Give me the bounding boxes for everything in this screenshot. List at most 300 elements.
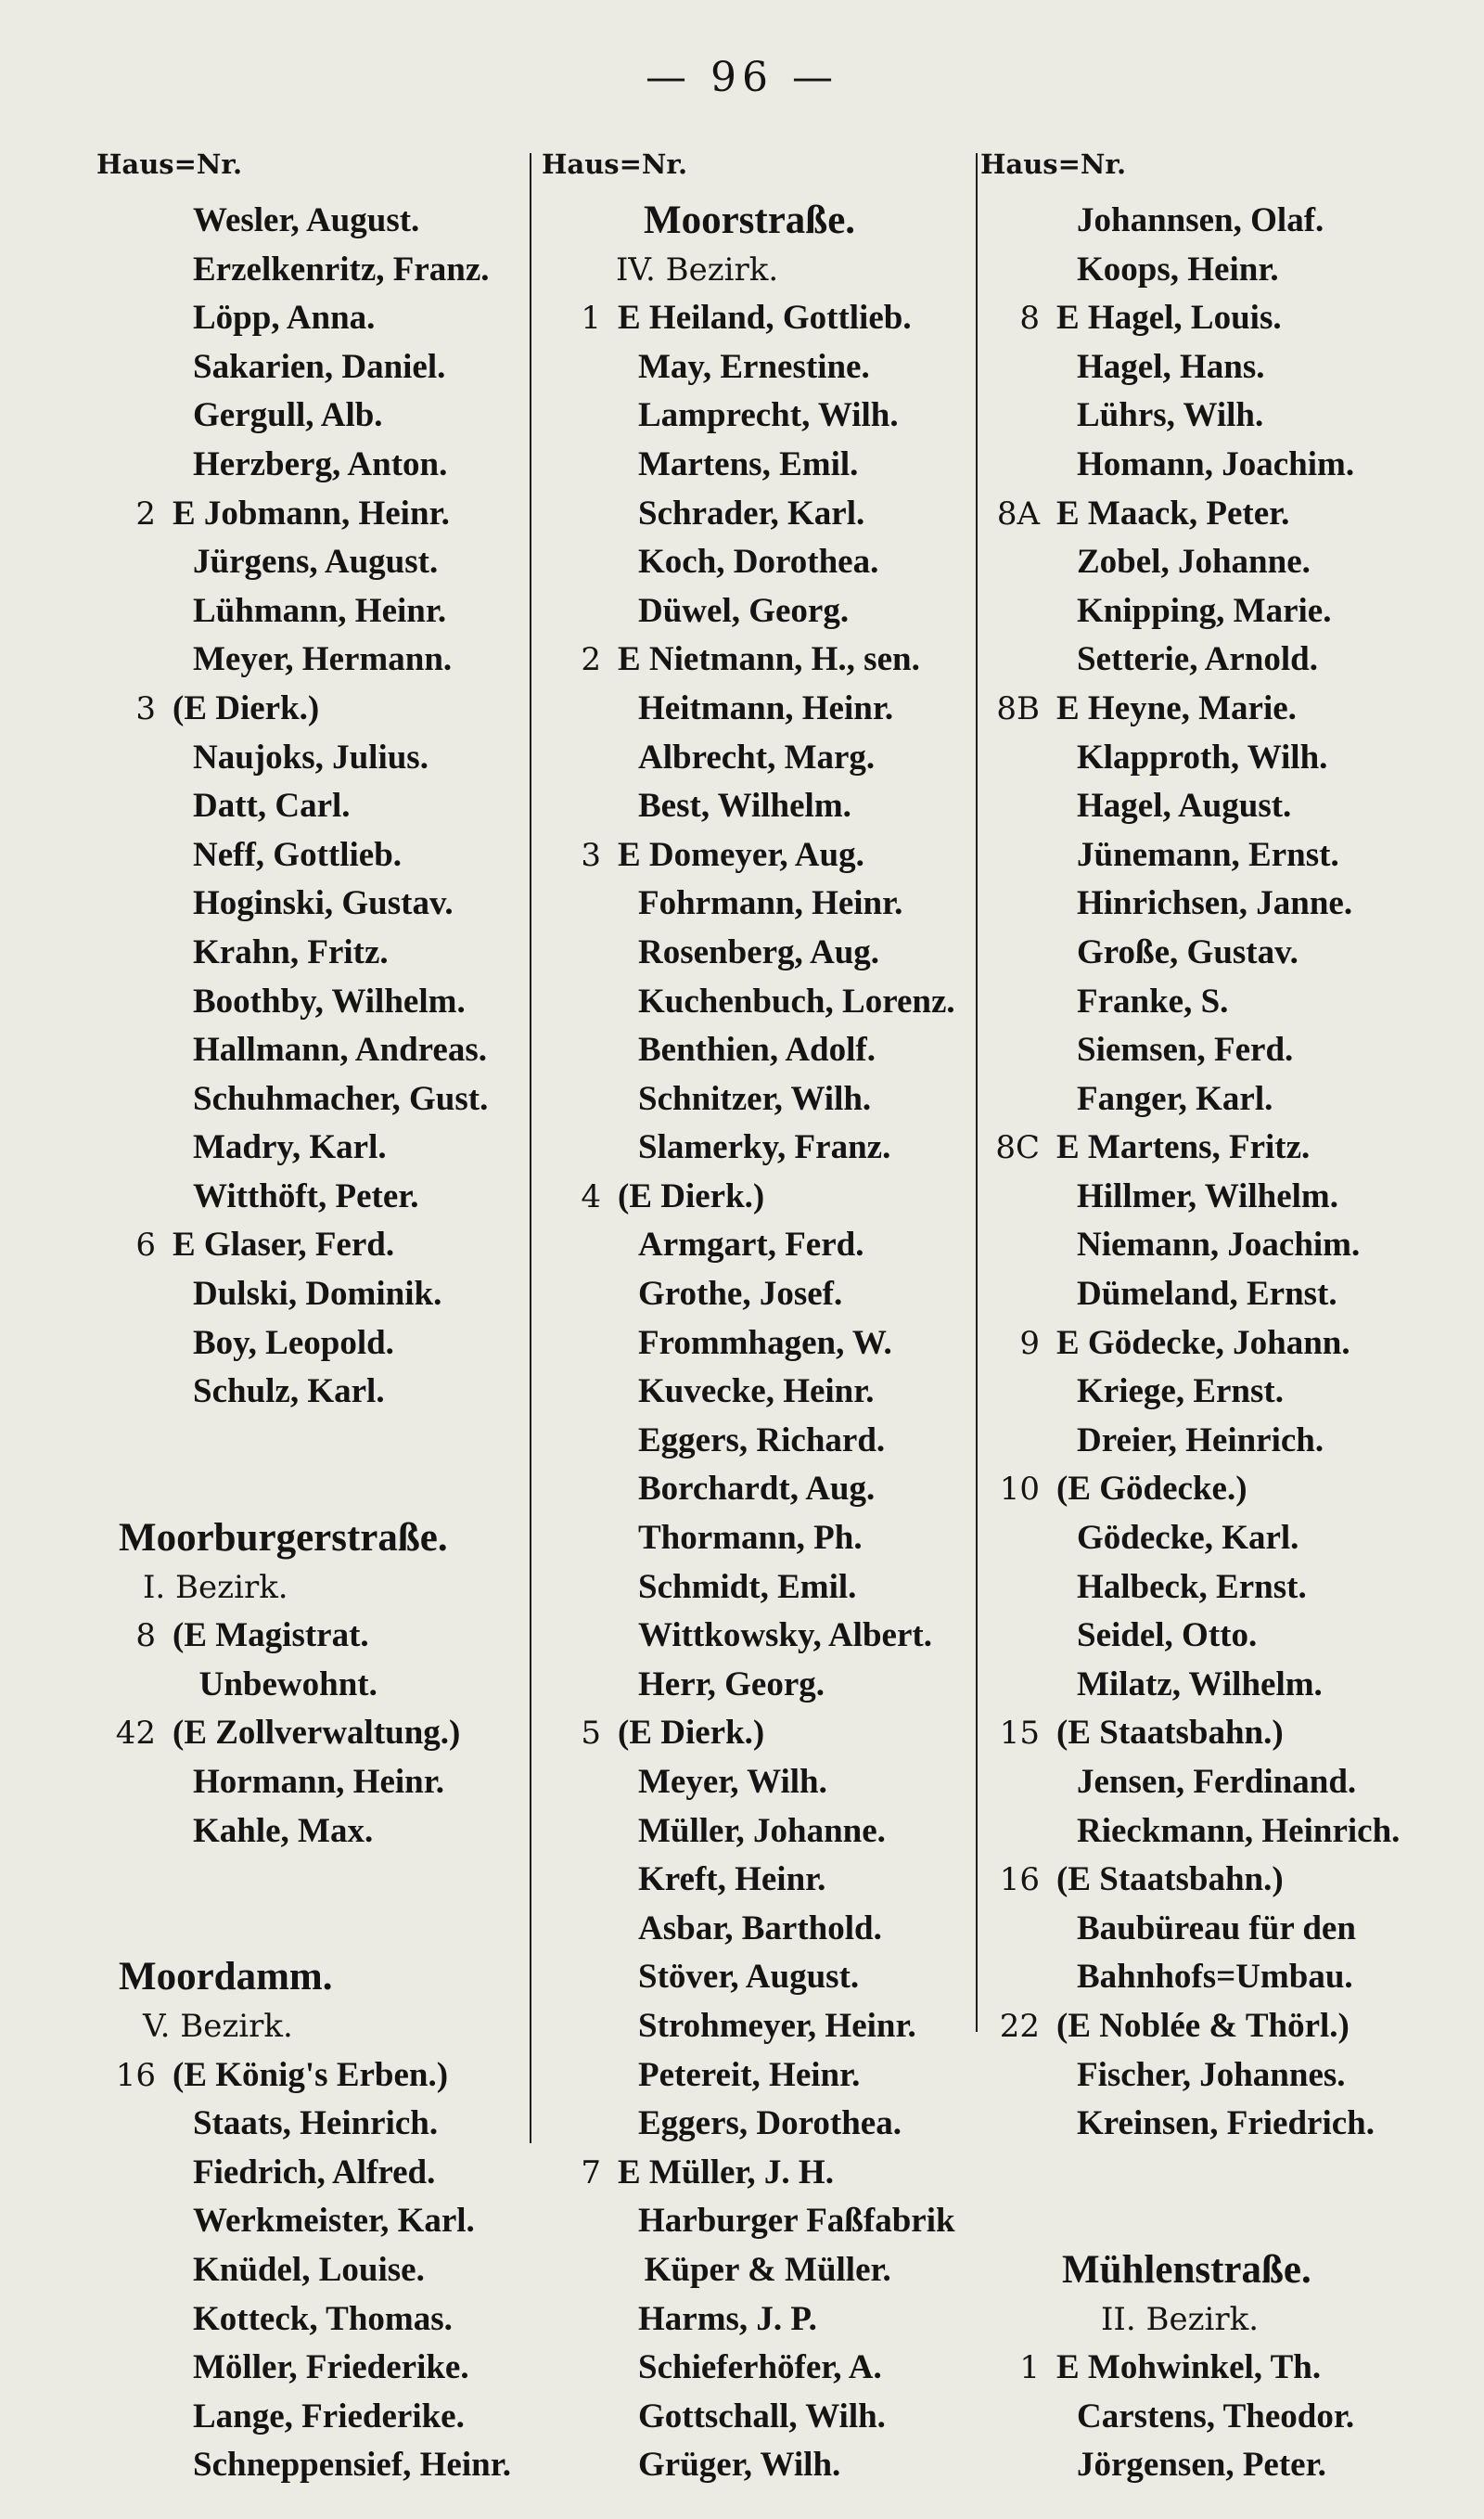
column-divider — [976, 153, 978, 2032]
directory-entry — [96, 782, 525, 831]
resident-name: Boothby, Wilhelm. — [193, 982, 466, 1021]
directory-entry — [542, 2295, 968, 2345]
district-label — [980, 2295, 1463, 2345]
resident-name: Asbar, Barthold. — [638, 1909, 882, 1947]
resident-name: E Glaser, Ferd. — [173, 1226, 395, 1265]
resident-name: (E Dierk.) — [173, 688, 320, 727]
resident-name: Frommhagen, W. — [638, 1323, 892, 1362]
directory-entry — [96, 1368, 525, 1417]
directory-entry — [542, 1417, 968, 1466]
resident-name: Milatz, Wilhelm. — [1077, 1664, 1323, 1703]
resident-name: Hallmann, Andreas. — [193, 1031, 487, 1070]
directory-entry — [980, 343, 1463, 392]
house-number: 8A — [996, 495, 1040, 533]
directory-entry — [96, 2344, 525, 2393]
resident-name: Jensen, Ferdinand. — [1077, 1763, 1357, 1801]
house-number: 42 — [115, 1715, 156, 1753]
column-divider — [530, 153, 531, 2143]
resident-name: Hoginski, Gustav. — [193, 884, 454, 923]
resident-name: E Mohwinkel, Th. — [1056, 2348, 1322, 2387]
directory-entry — [542, 782, 968, 831]
house-number: 10 — [999, 1471, 1040, 1509]
directory-entry — [96, 1758, 525, 1807]
resident-name: Löpp, Anna. — [193, 299, 376, 338]
directory-entry — [96, 734, 525, 783]
resident-name: Neff, Gottlieb. — [193, 835, 403, 874]
house-number: 5 — [581, 1715, 601, 1753]
directory-entry — [96, 978, 525, 1027]
resident-name: Homann, Joachim. — [1077, 444, 1355, 483]
resident-name: (E Dierk.) — [618, 1714, 765, 1753]
directory-entry — [542, 1026, 968, 1075]
directory-entry — [96, 1319, 525, 1369]
resident-name: Sakarien, Daniel. — [193, 347, 446, 386]
resident-name: Madry, Karl. — [193, 1128, 387, 1167]
house-number: 8 — [1019, 300, 1040, 338]
resident-name: Jörgensen, Peter. — [1077, 2446, 1326, 2485]
directory-entry — [980, 197, 1463, 246]
directory-entry — [96, 343, 525, 392]
directory-entry — [542, 2002, 968, 2051]
resident-name: Franke, S. — [1077, 982, 1229, 1021]
directory-entry — [542, 2246, 968, 2295]
house-number: 6 — [135, 1227, 156, 1265]
resident-name: Zobel, Johanne. — [1077, 543, 1311, 582]
directory-entry — [980, 538, 1463, 587]
resident-name: (E Magistrat. — [173, 1616, 369, 1655]
resident-name: Seidel, Otto. — [1077, 1616, 1258, 1655]
directory-entry — [980, 1856, 1463, 1905]
directory-entry — [980, 294, 1463, 343]
resident-name: Krahn, Fritz. — [193, 932, 389, 971]
spacer — [96, 1856, 525, 1905]
resident-name: Küper & Müller. — [644, 2250, 891, 2289]
directory-entry — [542, 636, 968, 685]
resident-name: Fiedrich, Alfred. — [193, 2153, 436, 2191]
resident-name: Witthöft, Peter. — [193, 1176, 419, 1215]
resident-name: Lange, Friederike. — [193, 2397, 465, 2435]
directory-entry — [96, 490, 525, 539]
directory-entry — [96, 880, 525, 929]
directory-entry — [96, 1661, 525, 1710]
directory-entry — [96, 2246, 525, 2295]
directory-entry — [542, 2197, 968, 2246]
directory-entry — [980, 1758, 1463, 1807]
resident-name: Slamerky, Franz. — [638, 1128, 891, 1167]
house-number: 15 — [999, 1715, 1040, 1753]
directory-entry — [980, 1417, 1463, 1466]
resident-name: Meyer, Wilh. — [638, 1763, 827, 1801]
resident-name: Boy, Leopold. — [193, 1323, 394, 1362]
resident-name: Hillmer, Wilhelm. — [1077, 1176, 1338, 1215]
resident-name: Erzelkenritz, Franz. — [193, 250, 490, 289]
resident-name: Schneppensief, Heinr. — [193, 2446, 511, 2485]
directory-entry — [980, 1905, 1463, 1954]
house-number: 16 — [115, 2056, 156, 2094]
directory-entry — [542, 1856, 968, 1905]
district-label — [96, 2002, 525, 2051]
directory-entry — [96, 197, 525, 246]
resident-name: Best, Wilhelm. — [638, 787, 851, 826]
directory-entry — [96, 1612, 525, 1661]
directory-entry — [96, 392, 525, 441]
column-header: Haus=Nr. — [980, 148, 1127, 180]
directory-entry — [96, 1075, 525, 1125]
page-number: — 96 — — [646, 54, 838, 101]
district-name: II. Bezirk. — [1101, 2300, 1260, 2338]
column-1 — [96, 148, 525, 2490]
resident-name: E Heyne, Marie. — [1056, 688, 1297, 727]
directory-entry — [96, 246, 525, 295]
directory-entry — [96, 2197, 525, 2246]
spacer — [980, 2197, 1463, 2246]
resident-name: Schmidt, Emil. — [638, 1567, 857, 1606]
resident-name: E Gödecke, Johann. — [1056, 1323, 1350, 1362]
district-name: I. Bezirk. — [143, 1568, 288, 1606]
resident-name: Grüger, Wilh. — [638, 2446, 841, 2485]
resident-name: (E Zollverwaltung.) — [173, 1714, 461, 1753]
resident-name: Eggers, Richard. — [638, 1420, 886, 1459]
resident-name: Herzberg, Anton. — [193, 444, 448, 483]
resident-name: Setterie, Arnold. — [1077, 640, 1318, 679]
resident-name: Kotteck, Thomas. — [193, 2299, 453, 2338]
directory-entry — [542, 1319, 968, 1369]
directory-entry — [96, 2441, 525, 2490]
directory-entry — [542, 1368, 968, 1417]
resident-name: Wesler, August. — [193, 201, 420, 239]
directory-entry — [96, 1026, 525, 1075]
directory-entry — [542, 734, 968, 783]
resident-name: Dreier, Heinrich. — [1077, 1420, 1324, 1459]
spacer — [96, 1905, 525, 1954]
directory-entry — [542, 831, 968, 880]
resident-name: E Maack, Peter. — [1056, 494, 1290, 533]
resident-name: Grothe, Josef. — [638, 1275, 843, 1314]
resident-name: Kuvecke, Heinr. — [638, 1372, 875, 1411]
resident-name: Wittkowsky, Albert. — [638, 1616, 932, 1655]
resident-name: Lührs, Wilh. — [1077, 396, 1264, 435]
resident-name: Unbewohnt. — [198, 1664, 377, 1703]
resident-name: Schieferhöfer, A. — [638, 2348, 882, 2387]
resident-name: Große, Gustav. — [1077, 932, 1298, 971]
directory-entry — [542, 880, 968, 929]
directory-entry — [542, 2100, 968, 2149]
directory-entry — [542, 294, 968, 343]
directory-entry — [542, 1661, 968, 1710]
street-heading — [96, 1953, 525, 2002]
directory-entry — [980, 246, 1463, 295]
resident-name: Baubüreau für den — [1077, 1909, 1356, 1947]
resident-name: (E König's Erben.) — [173, 2055, 449, 2094]
district-label — [96, 1563, 525, 1613]
resident-name: Staats, Heinrich. — [193, 2104, 439, 2143]
directory-entry — [96, 2295, 525, 2345]
resident-name: (E Dierk.) — [618, 1176, 765, 1215]
resident-name: Johannsen, Olaf. — [1077, 201, 1324, 239]
resident-name: Fohrmann, Heinr. — [638, 884, 903, 923]
directory-entry — [96, 2149, 525, 2198]
resident-name: Knüdel, Louise. — [193, 2250, 425, 2289]
resident-name: Jünemann, Ernst. — [1077, 835, 1339, 874]
directory-entry — [980, 1270, 1463, 1319]
directory-entry — [980, 880, 1463, 929]
resident-name: Borchardt, Aug. — [638, 1470, 876, 1509]
directory-entry — [542, 1465, 968, 1514]
directory-entry — [542, 2051, 968, 2101]
directory-entry — [980, 441, 1463, 490]
resident-name: May, Ernestine. — [638, 347, 870, 386]
directory-entry — [542, 2393, 968, 2442]
resident-name: (E Staatsbahn.) — [1056, 1714, 1284, 1753]
directory-entry — [96, 1173, 525, 1222]
column-header: Haus=Nr. — [542, 148, 688, 180]
resident-name: Knipping, Marie. — [1077, 591, 1332, 630]
directory-entry — [542, 1221, 968, 1270]
directory-entry — [542, 1905, 968, 1954]
resident-name: E Heiland, Gottlieb. — [618, 299, 912, 338]
directory-entry — [96, 685, 525, 734]
resident-name: Jürgens, August. — [193, 543, 439, 582]
house-number: 3 — [581, 836, 601, 874]
resident-name: Rieckmann, Heinrich. — [1077, 1811, 1401, 1850]
resident-name: E Jobmann, Heinr. — [173, 494, 450, 533]
directory-entry — [542, 1514, 968, 1563]
house-number: 8B — [996, 689, 1040, 727]
directory-entry — [980, 1465, 1463, 1514]
resident-name: Koch, Dorothea. — [638, 543, 879, 582]
directory-entry — [96, 441, 525, 490]
resident-name: Siemsen, Ferd. — [1077, 1031, 1294, 1070]
spacer — [96, 1465, 525, 1514]
resident-name: Werkmeister, Karl. — [193, 2202, 475, 2241]
directory-entry — [96, 1270, 525, 1319]
directory-entry — [542, 929, 968, 978]
house-number: 8C — [995, 1129, 1040, 1167]
house-number: 8 — [135, 1617, 156, 1655]
resident-name: Kreft, Heinr. — [638, 1860, 826, 1899]
house-number: 3 — [135, 689, 156, 727]
directory-entry — [980, 2051, 1463, 2101]
directory-entry — [980, 2441, 1463, 2490]
resident-name: Heitmann, Heinr. — [638, 688, 894, 727]
street-name: Moorstraße. — [644, 199, 856, 242]
resident-name: Thormann, Ph. — [638, 1519, 863, 1558]
resident-name: Harms, J. P. — [638, 2299, 817, 2338]
resident-name: Dulski, Dominik. — [193, 1275, 442, 1314]
directory-entry — [980, 490, 1463, 539]
resident-name: E Nietmann, H., sen. — [618, 640, 920, 679]
directory-entry — [980, 1661, 1463, 1710]
directory-entry — [980, 1075, 1463, 1125]
house-number: 7 — [581, 2153, 601, 2191]
street-heading — [980, 2246, 1463, 2295]
directory-entry — [96, 2100, 525, 2149]
directory-entry — [980, 1563, 1463, 1613]
resident-name: Müller, Johanne. — [638, 1811, 886, 1850]
resident-name: Dümeland, Ernst. — [1077, 1275, 1337, 1314]
resident-name: Niemann, Joachim. — [1077, 1226, 1361, 1265]
directory-entry — [96, 1221, 525, 1270]
resident-name: Naujoks, Julius. — [193, 738, 429, 777]
directory-entry — [96, 2393, 525, 2442]
resident-name: Möller, Friederike. — [193, 2348, 469, 2387]
resident-name: Koops, Heinr. — [1077, 250, 1279, 289]
resident-name: Halbeck, Ernst. — [1077, 1567, 1307, 1606]
resident-name: Hagel, Hans. — [1077, 347, 1265, 386]
column-3 — [980, 148, 1463, 2490]
house-number: 16 — [999, 1861, 1040, 1899]
resident-name: E Müller, J. H. — [618, 2153, 834, 2191]
resident-name: E Hagel, Louis. — [1056, 299, 1282, 338]
directory-entry — [980, 2002, 1463, 2051]
resident-name: Bahnhofs=Umbau. — [1077, 1958, 1353, 1997]
street-heading — [96, 1514, 525, 1563]
directory-entry — [980, 1026, 1463, 1075]
directory-entry — [542, 1124, 968, 1173]
directory-entry — [542, 2344, 968, 2393]
directory-entry — [542, 978, 968, 1027]
directory-entry — [980, 1221, 1463, 1270]
directory-entry — [980, 2100, 1463, 2149]
directory-entry — [980, 734, 1463, 783]
street-name: Moordamm. — [119, 1955, 333, 1999]
directory-entry — [980, 1319, 1463, 1369]
directory-entry — [96, 1709, 525, 1758]
directory-entry — [542, 1270, 968, 1319]
resident-name: Fanger, Karl. — [1077, 1079, 1273, 1118]
resident-name: Martens, Emil. — [638, 444, 859, 483]
directory-entry — [96, 831, 525, 880]
directory-entry — [980, 636, 1463, 685]
resident-name: Schulz, Karl. — [193, 1372, 385, 1411]
street-name: Moorburgerstraße. — [119, 1516, 448, 1561]
directory-entry — [980, 1709, 1463, 1758]
resident-name: Düwel, Georg. — [638, 591, 850, 630]
directory-entry — [980, 587, 1463, 636]
directory-entry — [542, 441, 968, 490]
directory-entry — [542, 1075, 968, 1125]
resident-name: Fischer, Johannes. — [1077, 2055, 1346, 2094]
directory-entry — [980, 1612, 1463, 1661]
directory-entry — [980, 831, 1463, 880]
resident-name: Hinrichsen, Janne. — [1077, 884, 1353, 923]
resident-name: Meyer, Hermann. — [193, 640, 453, 679]
resident-name: Kahle, Max. — [193, 1811, 374, 1850]
resident-name: Schnitzer, Wilh. — [638, 1079, 872, 1118]
directory-entry — [980, 1368, 1463, 1417]
resident-name: Herr, Georg. — [638, 1664, 825, 1703]
directory-entry — [980, 1124, 1463, 1173]
directory-entry — [542, 587, 968, 636]
resident-name: Carstens, Theodor. — [1077, 2397, 1355, 2435]
resident-name: Harburger Faßfabrik — [638, 2202, 955, 2241]
resident-name: E Domeyer, Aug. — [618, 835, 864, 874]
directory-entry — [96, 2051, 525, 2101]
directory-entry — [96, 587, 525, 636]
resident-name: Gödecke, Karl. — [1077, 1519, 1299, 1558]
resident-name: Gottschall, Wilh. — [638, 2397, 886, 2435]
directory-entry — [542, 685, 968, 734]
resident-name: Kuchenbuch, Lorenz. — [638, 982, 955, 1021]
directory-entry — [542, 1709, 968, 1758]
street-name: Mühlenstraße. — [1062, 2247, 1311, 2292]
house-number: 1 — [581, 300, 601, 338]
resident-name: Benthien, Adolf. — [638, 1031, 876, 1070]
resident-name: Lühmann, Heinr. — [193, 591, 447, 630]
directory-entry — [980, 1807, 1463, 1857]
house-number: 2 — [581, 641, 601, 679]
district-label — [542, 246, 968, 295]
directory-entry — [96, 636, 525, 685]
directory-entry — [980, 2344, 1463, 2393]
spacer — [96, 1417, 525, 1466]
directory-entry — [96, 1807, 525, 1857]
directory-entry — [542, 1953, 968, 2002]
resident-name: Kriege, Ernst. — [1077, 1372, 1284, 1411]
resident-name: Schrader, Karl. — [638, 494, 865, 533]
directory-entry — [980, 1173, 1463, 1222]
directory-entry — [542, 490, 968, 539]
resident-name: Hormann, Heinr. — [193, 1763, 445, 1801]
resident-name: Lamprecht, Wilh. — [638, 396, 899, 435]
house-number: 4 — [581, 1177, 601, 1215]
directory-entry — [980, 929, 1463, 978]
resident-name: Eggers, Dorothea. — [638, 2104, 902, 2143]
resident-name: Kreinsen, Friedrich. — [1077, 2104, 1375, 2143]
column-2 — [542, 148, 968, 2490]
directory-entry — [980, 685, 1463, 734]
house-number: 2 — [135, 495, 156, 533]
district-name: V. Bezirk. — [143, 2007, 293, 2045]
resident-name: Strohmeyer, Heinr. — [638, 2006, 916, 2045]
directory-entry — [980, 1514, 1463, 1563]
resident-name: Gergull, Alb. — [193, 396, 383, 435]
directory-entry — [96, 294, 525, 343]
resident-name: Schuhmacher, Gust. — [193, 1079, 489, 1118]
resident-name: Datt, Carl. — [193, 787, 351, 826]
resident-name: Petereit, Heinr. — [638, 2055, 861, 2094]
street-heading — [542, 197, 968, 246]
directory-entry — [542, 1807, 968, 1857]
resident-name: (E Noblée & Thörl.) — [1056, 2006, 1350, 2045]
directory-entry — [542, 1758, 968, 1807]
resident-name: Stöver, August. — [638, 1958, 860, 1997]
directory-entry — [980, 2393, 1463, 2442]
resident-name: Albrecht, Marg. — [638, 738, 876, 777]
column-header: Haus=Nr. — [96, 148, 243, 180]
directory-entry — [542, 1612, 968, 1661]
directory-entry — [542, 2441, 968, 2490]
resident-name: Armgart, Ferd. — [638, 1226, 864, 1265]
directory-entry — [980, 392, 1463, 441]
directory-entry — [980, 1953, 1463, 2002]
resident-name: (E Staatsbahn.) — [1056, 1860, 1284, 1899]
resident-name: E Martens, Fritz. — [1056, 1128, 1311, 1167]
directory-entry — [980, 782, 1463, 831]
spacer — [980, 2149, 1463, 2198]
directory-entry — [96, 929, 525, 978]
district-name: IV. Bezirk. — [616, 251, 779, 289]
directory-entry — [542, 538, 968, 587]
directory-entry — [96, 1124, 525, 1173]
house-number: 9 — [1019, 1324, 1040, 1362]
directory-entry — [96, 538, 525, 587]
directory-entry — [980, 978, 1463, 1027]
house-number: 22 — [999, 2007, 1040, 2045]
resident-name: Hagel, August. — [1077, 787, 1292, 826]
resident-name: Klapproth, Wilh. — [1077, 738, 1328, 777]
resident-name: (E Gödecke.) — [1056, 1470, 1247, 1509]
